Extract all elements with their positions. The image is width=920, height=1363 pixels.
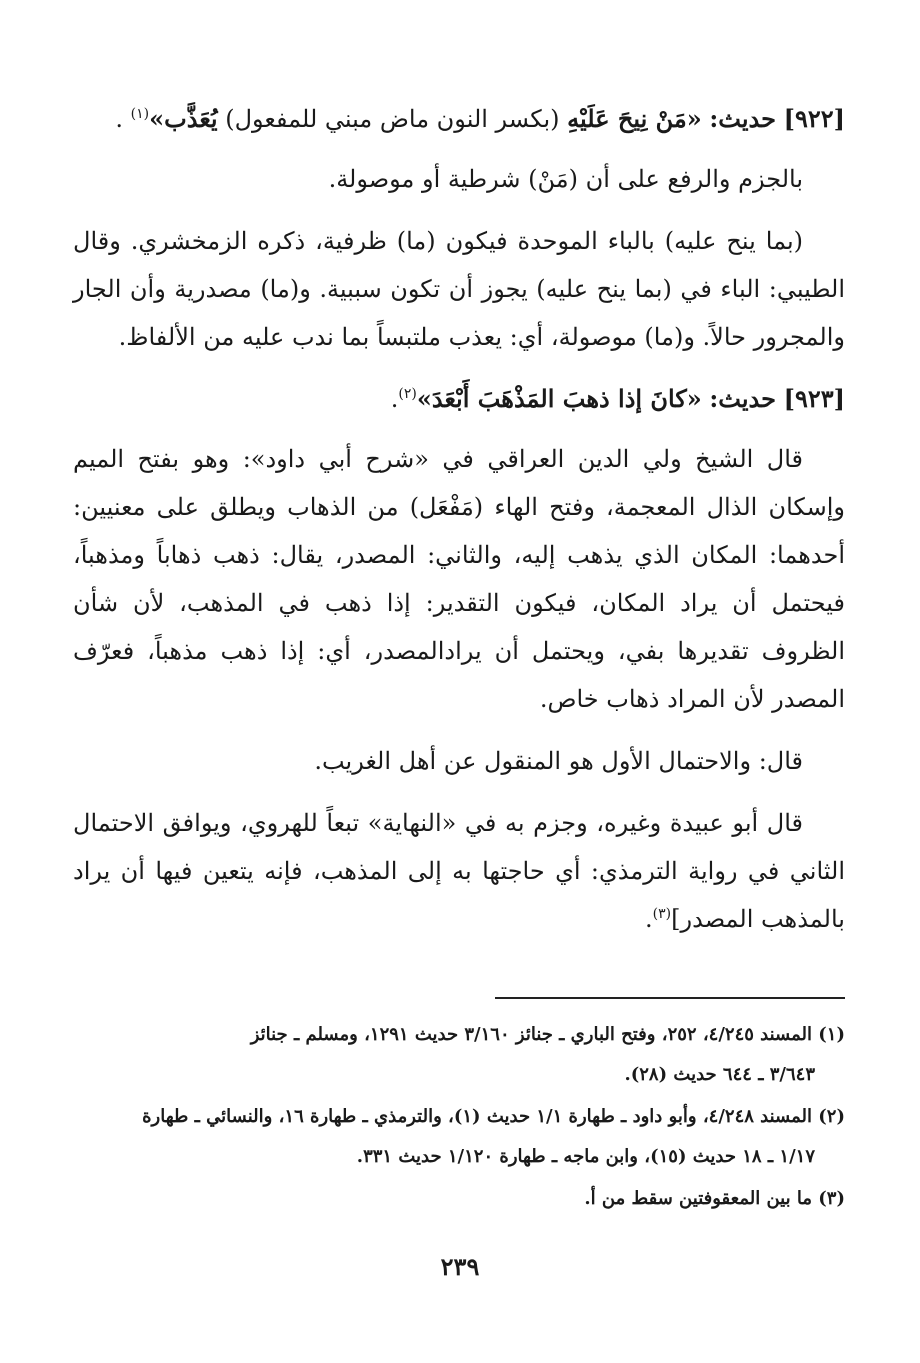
paragraph-abu-ubayda: [73, 799, 845, 943]
hadith-923-tail: .: [390, 385, 399, 413]
paragraph-iraqi: قال الشيخ ولي الدين العراقي في «شرح أبي داود»: وهو بفتح الميم وإسكان الذال المعجمة، وفتح الهاء (مَفْعَل) من الذهاب ويطلق على معنيين: أحدهما: المكان الذي يذهب إليه، والثاني: المصدر، يقال: ذهب ذهاباً ومذهباً، فيحتمل أن يراد المكان، فيكون التقدير: إذا ذهب في المذهب، لأن شأن الظروف تقديرها بفي، ويحتمل أن يرادالمصدر، أي: إذا ذهب مذهباً، فعرّف المصدر لأن المراد ذهاب خاص.: [73, 445, 846, 713]
footnote-3-line1: (٣) ما بين المعقوفتين سقط من أ.: [584, 1188, 845, 1209]
footnote-ref-2: (٢): [398, 386, 417, 402]
hadith-922-paragraph: [73, 95, 845, 143]
hadith-923-paragraph: [73, 375, 845, 423]
footnote-2-line2: ١/١٧ ـ ١٨ حديث (١٥)، وابن ماجه ـ طهارة ١/١٢٠ حديث ٣٣١.: [356, 1146, 815, 1167]
footnote-ref-1: (١): [130, 106, 150, 122]
hadith-923-quote: «كانَ إذا ذهبَ المَذْهَبَ أَبْعَدَ»: [416, 384, 702, 413]
abu-ubayda-text: قال أبو عبيدة وغيره، وجزم به في «النهاية» تبعاً للهروي، ويوافق الاحتمال الثاني في رواية الترمذي: أي حاجتها به إلى المذهب، فإنه يتعين فيها أن يراد بالمذهب المصدر]: [73, 809, 845, 933]
footnotes: [73, 1015, 845, 1221]
footnote-2-line1: (٢) المسند ٤/٢٤٨، وأبو داود ـ طهارة ١/١ حديث (١)، والترمذي ـ طهارة ١٦، والنسائي ـ طهارة: [142, 1106, 845, 1127]
paragraph-bima: (بما ينح عليه) بالباء الموحدة فيكون (ما) ظرفية، ذكره الزمخشري. وقال الطيبي: الباء في (بما ينح عليه) يجوز أن تكون سببية. و(ما) مصدرية وأن الجار والمجرور حالاً. و(ما) موصولة، أي: يعذب ملتبساً بما ندب عليه من الألفاظ.: [73, 227, 845, 351]
hadith-923-number: [٩٢٣]: [783, 384, 845, 413]
paragraph-qal: قال: والاحتمال الأول هو المنقول عن أهل الغريب.: [314, 747, 803, 775]
footnote-1: [73, 1015, 845, 1095]
hadith-923-lead: حديث:: [709, 384, 776, 413]
hadith-922-tail: .: [115, 105, 124, 133]
hadith-922-quote: «مَنْ نِيحَ عَلَيْهِ: [567, 104, 702, 133]
abu-ubayda-tail: .: [645, 905, 653, 933]
footnote-1-line2: ٣/٦٤٣ ـ ٦٤٤ حديث (٢٨).: [624, 1064, 815, 1085]
footnote-3: [73, 1179, 845, 1219]
footnote-separator: [495, 997, 845, 999]
footnote-1-line1: (١) المسند ٤/٢٤٥، ٢٥٢، وفتح الباري ـ جنائز ٣/١٦٠ حديث ١٢٩١، ومسلم ـ جنائز: [250, 1024, 845, 1045]
hadith-922-lead: حديث:: [709, 104, 776, 133]
hadith-922-gloss: (بكسر النون ماض مبني للمفعول): [225, 105, 560, 133]
hadith-922-number: [٩٢٢]: [783, 104, 845, 133]
paragraph-jazm: بالجزم والرفع على أن (مَنْ) شرطية أو موصولة.: [328, 165, 803, 193]
hadith-922-quote-end: يُعَذَّب»: [149, 104, 218, 133]
footnote-ref-3: (٣): [652, 906, 672, 922]
page-number: ٢٣٩: [440, 1252, 480, 1281]
footnote-2: [73, 1097, 845, 1177]
main-text: [73, 95, 845, 957]
